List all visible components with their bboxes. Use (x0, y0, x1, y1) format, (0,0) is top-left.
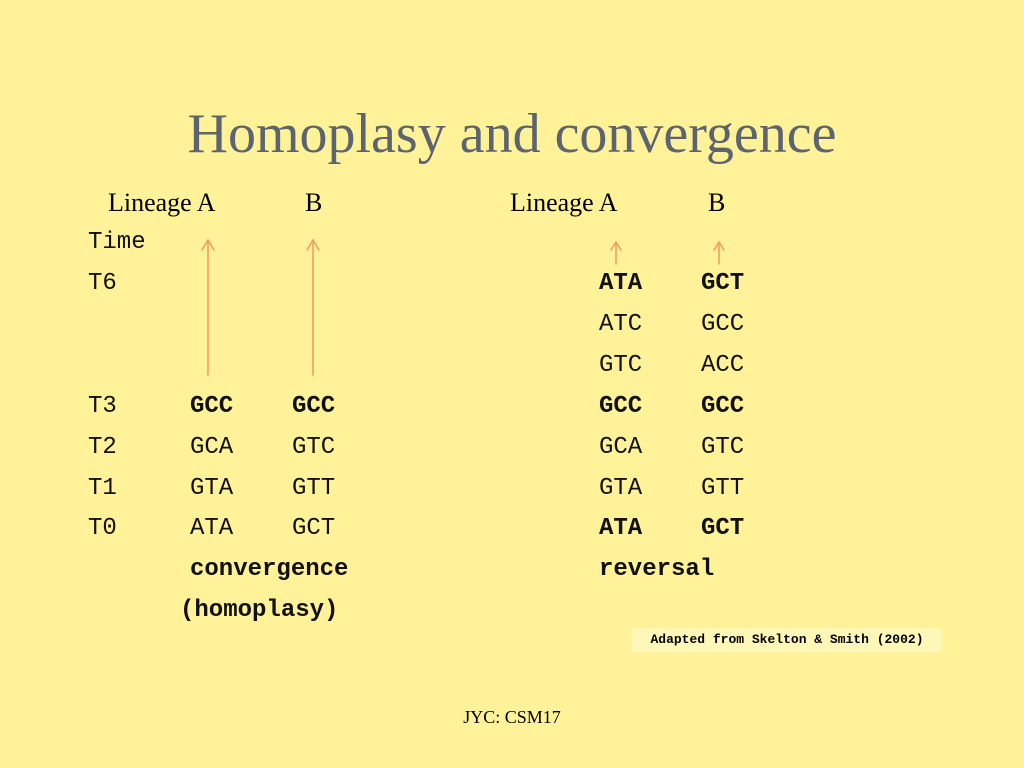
right-seq-a-t1: GTA (599, 475, 643, 502)
arrow-up-icon (611, 242, 621, 264)
arrow-up-icon (307, 240, 319, 375)
arrow-up-icon (202, 240, 214, 375)
left-lineage-a-header: Lineage A (108, 188, 216, 217)
right-seq-b-t0: GCT (701, 515, 745, 542)
left-caption-homoplasy: (homoplasy) (180, 597, 339, 624)
left-seq-a-t1: GTA (190, 475, 234, 502)
right-seq-a-t0: ATA (599, 515, 643, 542)
time-label-t1: T1 (88, 475, 117, 502)
right-seq-b-t6: GCT (701, 270, 745, 297)
right-seq-a-t3: GCC (599, 393, 643, 420)
left-seq-a-t0: ATA (190, 515, 234, 542)
right-seq-b-t4: ACC (701, 352, 745, 379)
right-lineage-b-header: B (708, 188, 726, 217)
time-label-t2: T2 (88, 434, 117, 461)
right-caption-reversal: reversal (599, 556, 715, 583)
right-seq-b-t3: GCC (701, 393, 745, 420)
left-seq-b-t2: GTC (292, 434, 336, 461)
left-caption-convergence: convergence (190, 556, 349, 583)
left-seq-b-t0: GCT (292, 515, 336, 542)
left-seq-b-t3: GCC (292, 393, 336, 420)
left-seq-a-t2: GCA (190, 434, 234, 461)
right-lineage-a-header: Lineage A (510, 188, 618, 217)
right-seq-b-t1: GTT (701, 475, 745, 502)
time-label: Time (88, 229, 146, 256)
slide-footer: JYC: CSM17 (463, 707, 561, 727)
time-label-t0: T0 (88, 515, 117, 542)
left-lineage-b-header: B (305, 188, 323, 217)
time-label-t3: T3 (88, 393, 117, 420)
left-seq-b-t1: GTT (292, 475, 336, 502)
right-seq-a-t5: ATC (599, 311, 643, 338)
left-seq-a-t3: GCC (190, 393, 234, 420)
attribution-note: Adapted from Skelton & Smith (2002) (632, 628, 942, 652)
right-seq-a-t2: GCA (599, 434, 643, 461)
right-seq-a-t6: ATA (599, 270, 643, 297)
arrow-up-icon (714, 242, 724, 264)
right-seq-b-t2: GTC (701, 434, 745, 461)
slide-title: Homoplasy and convergence (187, 103, 837, 165)
right-seq-b-t5: GCC (701, 311, 745, 338)
time-label-t6: T6 (88, 270, 117, 297)
right-seq-a-t4: GTC (599, 352, 643, 379)
